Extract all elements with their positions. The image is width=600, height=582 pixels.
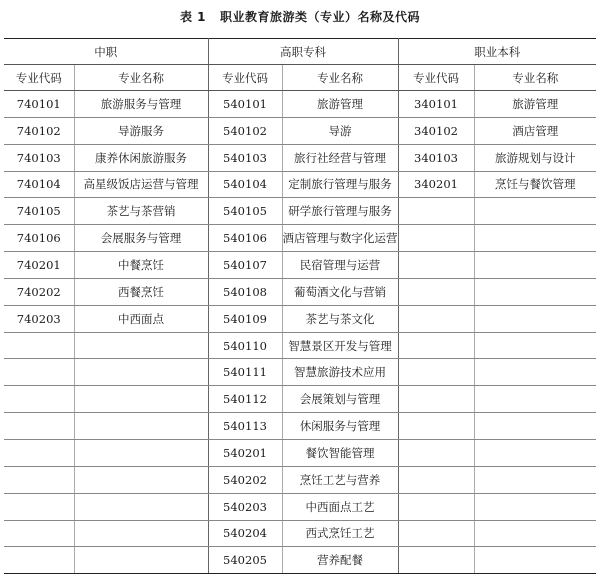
cell-higher-name: 葡萄酒文化与营销 — [282, 278, 398, 305]
group-header-secondary: 中职 — [4, 39, 208, 65]
cell-higher-name: 烹饪工艺与营养 — [282, 466, 398, 493]
cell-secondary-name: 中西面点 — [74, 305, 208, 332]
cell-secondary-name: 茶艺与茶营销 — [74, 198, 208, 225]
cell-bachelor-code — [398, 278, 474, 305]
cell-higher-name: 酒店管理与数字化运营 — [282, 225, 398, 252]
cell-higher-name: 营养配餐 — [282, 547, 398, 574]
cell-secondary-code: 740101 — [4, 91, 74, 118]
cell-bachelor-name — [474, 359, 596, 386]
cell-higher-name: 旅游管理 — [282, 91, 398, 118]
cell-bachelor-name — [474, 305, 596, 332]
column-header-code: 专业代码 — [398, 65, 474, 91]
cell-bachelor-code — [398, 198, 474, 225]
cell-higher-code: 540104 — [208, 171, 282, 198]
cell-higher-name: 茶艺与茶文化 — [282, 305, 398, 332]
table-row — [4, 171, 596, 198]
table-row — [4, 413, 596, 440]
cell-bachelor-code — [398, 413, 474, 440]
cell-higher-code: 540202 — [208, 466, 282, 493]
cell-higher-code: 540110 — [208, 332, 282, 359]
cell-bachelor-name — [474, 520, 596, 547]
cell-higher-code: 540201 — [208, 439, 282, 466]
column-header-code: 专业代码 — [4, 65, 74, 91]
table-row — [4, 359, 596, 386]
cell-bachelor-name — [474, 547, 596, 574]
cell-higher-code: 540109 — [208, 305, 282, 332]
cell-secondary-code: 740203 — [4, 305, 74, 332]
table-row — [4, 439, 596, 466]
cell-secondary-code: 740104 — [4, 171, 74, 198]
cell-secondary-name — [74, 547, 208, 574]
cell-bachelor-name — [474, 439, 596, 466]
cell-bachelor-code — [398, 386, 474, 413]
cell-secondary-name: 西餐烹饪 — [74, 278, 208, 305]
cell-bachelor-code — [398, 252, 474, 279]
cell-secondary-code — [4, 466, 74, 493]
cell-secondary-name: 中餐烹饪 — [74, 252, 208, 279]
cell-higher-code: 540107 — [208, 252, 282, 279]
cell-bachelor-name: 旅游管理 — [474, 91, 596, 118]
table-row — [4, 144, 596, 171]
table-row — [4, 278, 596, 305]
major-code-table — [4, 38, 596, 574]
group-header-row — [4, 39, 596, 65]
cell-secondary-name — [74, 413, 208, 440]
cell-higher-name: 导游 — [282, 117, 398, 144]
cell-secondary-code — [4, 386, 74, 413]
cell-bachelor-name — [474, 386, 596, 413]
table-caption — [0, 8, 600, 25]
cell-secondary-code: 740202 — [4, 278, 74, 305]
cell-bachelor-code: 340102 — [398, 117, 474, 144]
cell-bachelor-name — [474, 332, 596, 359]
cell-secondary-code — [4, 359, 74, 386]
cell-secondary-code — [4, 439, 74, 466]
cell-secondary-code: 740102 — [4, 117, 74, 144]
cell-secondary-code: 740106 — [4, 225, 74, 252]
table-title: 职业教育旅游类（专业）名称及代码 — [220, 10, 421, 24]
cell-higher-name: 研学旅行管理与服务 — [282, 198, 398, 225]
cell-higher-code: 540106 — [208, 225, 282, 252]
cell-secondary-name — [74, 520, 208, 547]
cell-bachelor-name — [474, 413, 596, 440]
cell-secondary-name: 康养休闲旅游服务 — [74, 144, 208, 171]
cell-bachelor-name — [474, 252, 596, 279]
table-row — [4, 520, 596, 547]
cell-bachelor-code — [398, 520, 474, 547]
table-row — [4, 117, 596, 144]
table-row — [4, 91, 596, 118]
cell-bachelor-name: 酒店管理 — [474, 117, 596, 144]
cell-higher-name: 定制旅行管理与服务 — [282, 171, 398, 198]
cell-secondary-code — [4, 520, 74, 547]
cell-secondary-name: 高星级饭店运营与管理 — [74, 171, 208, 198]
column-header-code: 专业代码 — [208, 65, 282, 91]
cell-bachelor-code — [398, 225, 474, 252]
column-header-name: 专业名称 — [474, 65, 596, 91]
cell-bachelor-code — [398, 305, 474, 332]
cell-higher-code: 540205 — [208, 547, 282, 574]
cell-higher-name: 西式烹饪工艺 — [282, 520, 398, 547]
cell-secondary-name: 导游服务 — [74, 117, 208, 144]
cell-bachelor-name — [474, 278, 596, 305]
table-number: 表 1 — [179, 10, 206, 24]
cell-higher-code: 540112 — [208, 386, 282, 413]
table-row — [4, 466, 596, 493]
table-row — [4, 305, 596, 332]
cell-secondary-name: 旅游服务与管理 — [74, 91, 208, 118]
cell-higher-code: 540203 — [208, 493, 282, 520]
cell-higher-code: 540102 — [208, 117, 282, 144]
cell-higher-name: 会展策划与管理 — [282, 386, 398, 413]
table-row — [4, 252, 596, 279]
column-header-name: 专业名称 — [282, 65, 398, 91]
cell-secondary-name — [74, 466, 208, 493]
cell-secondary-code — [4, 413, 74, 440]
cell-secondary-code — [4, 332, 74, 359]
cell-secondary-code: 740103 — [4, 144, 74, 171]
cell-bachelor-code — [398, 547, 474, 574]
cell-higher-name: 智慧景区开发与管理 — [282, 332, 398, 359]
cell-bachelor-code: 340101 — [398, 91, 474, 118]
cell-bachelor-code — [398, 332, 474, 359]
table-row — [4, 386, 596, 413]
cell-bachelor-name: 烹饪与餐饮管理 — [474, 171, 596, 198]
group-header-higher-vocational: 高职专科 — [208, 39, 398, 65]
cell-bachelor-code — [398, 439, 474, 466]
table-row — [4, 332, 596, 359]
cell-higher-code: 540108 — [208, 278, 282, 305]
cell-secondary-code: 740105 — [4, 198, 74, 225]
group-header-bachelor: 职业本科 — [398, 39, 596, 65]
cell-bachelor-name — [474, 225, 596, 252]
column-header-name: 专业名称 — [74, 65, 208, 91]
table-header — [4, 39, 596, 91]
table-row — [4, 198, 596, 225]
cell-higher-code: 540103 — [208, 144, 282, 171]
cell-bachelor-name: 旅游规划与设计 — [474, 144, 596, 171]
cell-higher-name: 智慧旅游技术应用 — [282, 359, 398, 386]
cell-secondary-code — [4, 547, 74, 574]
table-row — [4, 225, 596, 252]
cell-secondary-name — [74, 493, 208, 520]
cell-higher-name: 旅行社经营与管理 — [282, 144, 398, 171]
cell-bachelor-code: 340103 — [398, 144, 474, 171]
cell-bachelor-code — [398, 493, 474, 520]
table-body — [4, 91, 596, 574]
cell-secondary-code: 740201 — [4, 252, 74, 279]
cell-secondary-code — [4, 493, 74, 520]
column-header-row — [4, 65, 596, 91]
cell-bachelor-name — [474, 198, 596, 225]
cell-bachelor-name — [474, 466, 596, 493]
table-row — [4, 547, 596, 574]
cell-secondary-name: 会展服务与管理 — [74, 225, 208, 252]
table-row — [4, 493, 596, 520]
cell-bachelor-code — [398, 359, 474, 386]
cell-higher-name: 中西面点工艺 — [282, 493, 398, 520]
cell-bachelor-code — [398, 466, 474, 493]
cell-higher-code: 540101 — [208, 91, 282, 118]
cell-higher-name: 餐饮智能管理 — [282, 439, 398, 466]
cell-secondary-name — [74, 359, 208, 386]
cell-higher-name: 休闲服务与管理 — [282, 413, 398, 440]
cell-higher-code: 540111 — [208, 359, 282, 386]
cell-secondary-name — [74, 439, 208, 466]
cell-bachelor-code: 340201 — [398, 171, 474, 198]
cell-higher-code: 540105 — [208, 198, 282, 225]
cell-secondary-name — [74, 386, 208, 413]
cell-higher-code: 540113 — [208, 413, 282, 440]
cell-secondary-name — [74, 332, 208, 359]
cell-bachelor-name — [474, 493, 596, 520]
cell-higher-name: 民宿管理与运营 — [282, 252, 398, 279]
cell-higher-code: 540204 — [208, 520, 282, 547]
